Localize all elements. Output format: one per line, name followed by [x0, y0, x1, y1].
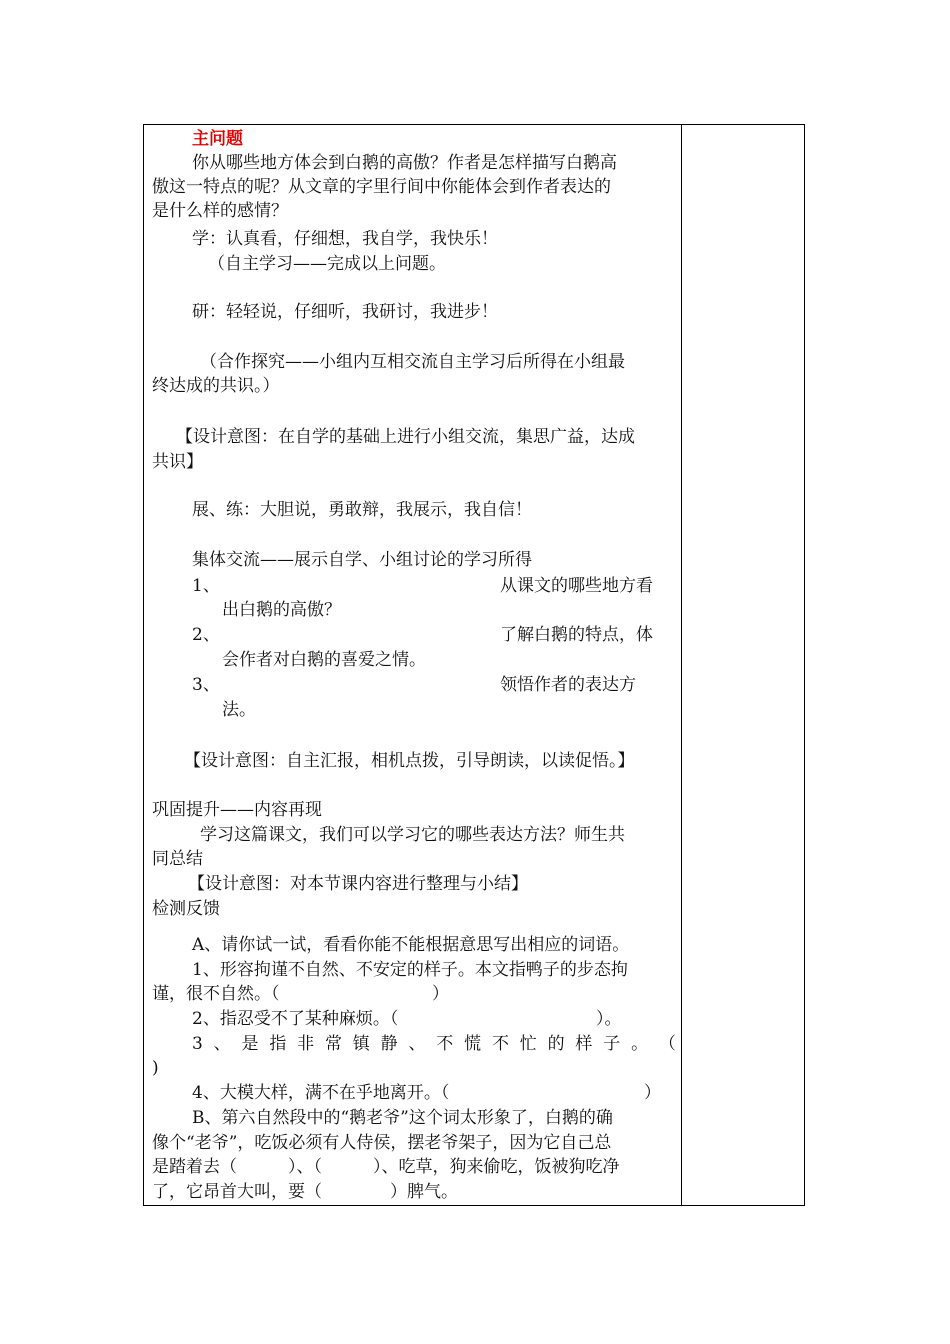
main-question-title: 主问题	[192, 129, 243, 149]
show-item-3-num: 3、	[192, 675, 220, 695]
a3-char: 镇	[352, 1034, 370, 1054]
feedback-a1-blank-end: ）	[432, 984, 449, 1004]
main-question-line-2: 傲这一特点的呢？从文章的字里行间中你能体会到作者表达的	[152, 177, 611, 197]
a3-char: 不	[436, 1034, 454, 1054]
a3-char: 3	[192, 1034, 203, 1054]
study-note-line-1: （合作探究——小组内互相交流自主学习后所得在小组最	[200, 352, 625, 372]
a3-char: 静	[380, 1034, 398, 1054]
main-question-line-3: 是什么样的感情？	[152, 201, 288, 221]
feedback-b-line-2: 像个“老爷”，吃饭必须有人侍侯，摆老爷架子，因为它自己总	[152, 1133, 612, 1153]
feedback-title: 检测反馈	[152, 899, 220, 919]
main-question-line-1: 你从哪些地方体会到白鹅的高傲？作者是怎样描写白鹅高	[192, 153, 617, 173]
show-intro: 集体交流——展示自学、小组讨论的学习所得	[192, 550, 532, 570]
a3-char: 是	[241, 1034, 259, 1054]
a3-char: （	[658, 1034, 676, 1054]
consolidate-text-line-2: 同总结	[152, 849, 203, 869]
feedback-b-line-3: 是踏着去（ ）、（ ）、吃草，狗来偷吃，饭被狗吃净	[152, 1157, 620, 1177]
show-item-1-text-a: 从课文的哪些地方看	[500, 576, 653, 596]
show-item-2-text-b: 会作者对白鹅的喜爱之情。	[222, 650, 426, 670]
a3-char: 子	[603, 1034, 621, 1054]
a3-char: 的	[547, 1034, 565, 1054]
show-slogan: 展、练：大胆说，勇敢辩，我展示，我自信！	[192, 500, 532, 520]
lesson-table	[143, 124, 805, 1206]
show-item-1-num: 1、	[192, 576, 220, 596]
a3-char: 非	[297, 1034, 315, 1054]
study-intent-line-1: 【设计意图：在自学的基础上进行小组交流，集思广益，达成	[176, 427, 635, 447]
feedback-a4-blank-end: ）	[644, 1083, 661, 1103]
study-intent-line-2: 共识】	[152, 452, 203, 472]
feedback-b-line-4: 了，它昂首大叫，要（ ）脾气。	[152, 1182, 458, 1202]
feedback-a4: 4、大模大样，满不在乎地离开。（	[192, 1083, 450, 1103]
consolidate-text-line-1: 学习这篇课文，我们可以学习它的哪些表达方法？师生共	[200, 825, 625, 845]
feedback-a2: 2、指忍受不了某种麻烦。（	[192, 1009, 399, 1029]
show-item-3-text-a: 领悟作者的表达方	[500, 675, 636, 695]
a3-char: 、	[408, 1034, 426, 1054]
consolidate-title: 巩固提升——内容再现	[152, 800, 322, 820]
show-intent: 【设计意图：自主汇报，相机点拨，引导朗读，以读促悟。】	[184, 751, 635, 771]
learn-note: （自主学习——完成以上问题。	[208, 254, 446, 274]
study-note-line-2: 终达成的共识。）	[152, 376, 280, 396]
a3-char: 。	[631, 1034, 649, 1054]
show-item-3-text-b: 法。	[222, 700, 256, 720]
feedback-a-intro: A、请你试一试，看看你能不能根据意思写出相应的词语。	[192, 935, 630, 955]
show-item-2-text-a: 了解白鹅的特点，体	[500, 625, 653, 645]
a3-char: 常	[324, 1034, 342, 1054]
a3-char: 不	[491, 1034, 509, 1054]
feedback-a3-blank-end: )	[152, 1058, 159, 1078]
feedback-a2-blank-end: ）。	[596, 1009, 622, 1029]
consolidate-intent: 【设计意图：对本节课内容进行整理与小结】	[188, 874, 528, 894]
study-slogan: 研：轻轻说，仔细听，我研讨，我进步！	[192, 302, 498, 322]
a3-char: 、	[213, 1034, 231, 1054]
learn-slogan: 学：认真看，仔细想，我自学，我快乐！	[192, 229, 498, 249]
a3-char: 忙	[519, 1034, 537, 1054]
show-item-2-num: 2、	[192, 625, 220, 645]
a3-char: 指	[269, 1034, 287, 1054]
show-item-1-text-b: 出白鹅的高傲？	[222, 600, 341, 620]
notes-cell	[682, 125, 804, 1205]
feedback-a3-line	[192, 1032, 676, 1056]
a3-char: 慌	[464, 1034, 482, 1054]
feedback-a1-line-1: 1、形容拘谨不自然、不安定的样子。本文指鸭子的步态拘	[192, 960, 628, 980]
a3-char: 样	[575, 1034, 593, 1054]
feedback-b-line-1: B、第六自然段中的“鹅老爷”这个词太形象了，白鹅的确	[192, 1108, 613, 1128]
feedback-a1-line-2: 谨，很不自然。（	[152, 984, 280, 1004]
